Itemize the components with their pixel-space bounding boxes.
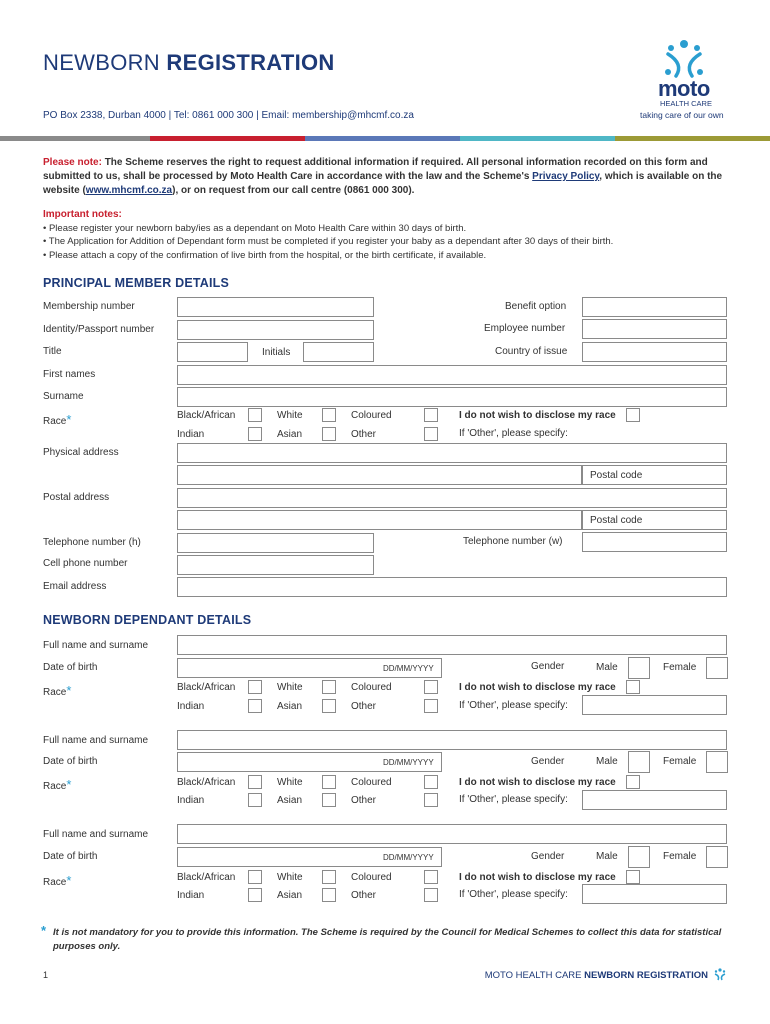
benefit-option-label: Benefit option xyxy=(505,301,567,312)
postal-code-label: Postal code xyxy=(590,515,643,526)
race-white-checkbox[interactable] xyxy=(322,680,336,694)
race-specify-label: If 'Other', please specify: xyxy=(459,428,568,439)
race-specify-label: If 'Other', please specify: xyxy=(459,700,568,711)
race-black-checkbox[interactable] xyxy=(248,775,262,789)
gender-label: Gender xyxy=(531,661,565,672)
race-other-label: Other xyxy=(351,701,377,712)
race-white-checkbox[interactable] xyxy=(322,408,336,422)
contact-info: PO Box 2338, Durban 4000 | Tel: 0861 000 300 | Email: membership@mhcmf.co.za xyxy=(43,110,414,121)
tel-work-field[interactable] xyxy=(582,532,727,552)
asterisk-icon: * xyxy=(66,777,72,792)
postal-code-label: Postal code xyxy=(590,470,643,481)
physical-address-line-2[interactable] xyxy=(177,465,582,485)
race-asian-checkbox[interactable] xyxy=(322,888,336,902)
asterisk-icon: * xyxy=(66,873,72,888)
postal-address-line-2[interactable] xyxy=(177,510,582,530)
full-name-field[interactable] xyxy=(177,824,727,844)
race-specify-label: If 'Other', please specify: xyxy=(459,794,568,805)
race-label: Race* xyxy=(43,412,72,427)
stripe-olive xyxy=(615,136,770,141)
race-coloured-label: Coloured xyxy=(351,872,392,883)
employee-number-field[interactable] xyxy=(582,319,727,339)
title-field[interactable] xyxy=(177,342,248,362)
notice-prefix: Please note: xyxy=(43,157,102,168)
employee-number-label: Employee number xyxy=(484,323,566,334)
important-item: • Please register your newborn baby/ies as a dependant on Moto Health Care within 30 days of birth. xyxy=(43,222,467,234)
newborn-heading: NEWBORN DEPENDANT DETAILS xyxy=(43,613,252,627)
page-title xyxy=(43,50,335,76)
race-indian-checkbox[interactable] xyxy=(248,793,262,807)
tel-home-field[interactable] xyxy=(177,533,374,553)
website-link[interactable]: www.mhcmf.co.za xyxy=(85,185,173,196)
country-of-issue-label: Country of issue xyxy=(495,346,568,357)
footnote xyxy=(41,923,743,954)
cell-field[interactable] xyxy=(177,555,374,575)
female-checkbox[interactable] xyxy=(706,657,728,679)
race-other-checkbox[interactable] xyxy=(424,699,438,713)
footer-brand xyxy=(485,970,708,981)
race-nodisclose-label: I do not wish to disclose my race xyxy=(459,682,616,693)
male-label: Male xyxy=(596,756,618,767)
important-notes xyxy=(43,208,743,262)
dob-label: Date of birth xyxy=(43,756,98,767)
race-black-label: Black/African xyxy=(177,872,236,883)
race-asian-label: Asian xyxy=(277,795,303,806)
dob-field[interactable] xyxy=(177,752,442,772)
logo-word: moto xyxy=(658,76,710,101)
race-specify-label: If 'Other', please specify: xyxy=(459,889,568,900)
female-checkbox[interactable] xyxy=(706,751,728,773)
notice-text-3: ), or on request from our call centre (0861 000 300). xyxy=(172,185,415,196)
email-field[interactable] xyxy=(177,577,727,597)
full-name-label: Full name and surname xyxy=(43,640,149,651)
female-label: Female xyxy=(663,756,697,767)
race-asian-label: Asian xyxy=(277,429,303,440)
race-other-label: Other xyxy=(351,795,377,806)
stripe-red xyxy=(150,136,305,141)
dob-format-hint: DD/MM/YYYY xyxy=(383,853,434,862)
asterisk-icon: * xyxy=(66,412,72,427)
membership-number-field[interactable] xyxy=(177,297,374,317)
title-label: Title xyxy=(43,346,62,357)
stripe-blue xyxy=(305,136,460,141)
race-black-label: Black/African xyxy=(177,410,236,421)
dob-field[interactable] xyxy=(177,847,442,867)
asterisk-icon: * xyxy=(66,683,72,698)
physical-postal-code-field[interactable] xyxy=(582,465,727,485)
race-other-checkbox[interactable] xyxy=(424,888,438,902)
race-indian-label: Indian xyxy=(177,701,205,712)
race-nodisclose-label: I do not wish to disclose my race xyxy=(459,872,616,883)
id-number-field[interactable] xyxy=(177,320,374,340)
dob-format-hint: DD/MM/YYYY xyxy=(383,664,434,673)
race-white-checkbox[interactable] xyxy=(322,775,336,789)
male-checkbox[interactable] xyxy=(628,846,650,868)
footer-brand-light: MOTO HEALTH CARE xyxy=(484,970,582,981)
membership-number-label: Membership number xyxy=(43,301,135,312)
race-coloured-checkbox[interactable] xyxy=(424,870,438,884)
race-label: Race* xyxy=(43,683,72,698)
gender-label: Gender xyxy=(531,756,565,767)
race-white-label: White xyxy=(277,872,303,883)
postal-address-label: Postal address xyxy=(43,492,110,503)
physical-address-line-1[interactable] xyxy=(177,443,727,463)
race-nodisclose-label: I do not wish to disclose my race xyxy=(459,410,616,421)
postal-address-line-1[interactable] xyxy=(177,488,727,508)
race-asian-checkbox[interactable] xyxy=(322,793,336,807)
dob-format-hint: DD/MM/YYYY xyxy=(383,758,434,767)
important-heading: Important notes: xyxy=(43,209,122,220)
race-white-checkbox[interactable] xyxy=(322,870,336,884)
race-nodisclose-checkbox[interactable] xyxy=(626,775,640,789)
surname-label: Surname xyxy=(43,391,84,402)
race-nodisclose-label: I do not wish to disclose my race xyxy=(459,777,616,788)
race-label: Race* xyxy=(43,777,72,792)
race-asian-label: Asian xyxy=(277,890,303,901)
important-item: • Please attach a copy of the confirmation of live birth from the hospital, or the birth certificate, if available. xyxy=(43,249,487,261)
dob-field[interactable] xyxy=(177,658,442,678)
race-label: Race* xyxy=(43,873,72,888)
privacy-policy-link[interactable]: Privacy Policy xyxy=(532,171,600,182)
race-white-label: White xyxy=(277,777,303,788)
race-black-checkbox[interactable] xyxy=(248,408,262,422)
race-indian-checkbox[interactable] xyxy=(248,427,262,441)
race-nodisclose-checkbox[interactable] xyxy=(626,680,640,694)
race-black-label: Black/African xyxy=(177,682,236,693)
privacy-notice xyxy=(43,156,733,198)
race-specify-field[interactable] xyxy=(582,695,727,715)
male-checkbox[interactable] xyxy=(628,751,650,773)
important-item: • The Application for Addition of Dependant form must be completed if you register your baby as a dependant after 30 days of their birth. xyxy=(43,236,614,247)
race-specify-field[interactable] xyxy=(582,884,727,904)
full-name-label: Full name and surname xyxy=(43,735,149,746)
first-names-label: First names xyxy=(43,369,96,380)
footnote-text: It is not mandatory for you to provide this information. The Scheme is required by the Council for Medical Schemes to collect this data for statistical purposes only. xyxy=(53,927,722,952)
race-black-checkbox[interactable] xyxy=(248,680,262,694)
notice-text-2: , which is available on the website ( xyxy=(43,171,723,196)
race-indian-checkbox[interactable] xyxy=(248,699,262,713)
race-indian-label: Indian xyxy=(177,890,205,901)
tagline: taking care of our own xyxy=(640,110,724,120)
race-coloured-label: Coloured xyxy=(351,682,392,693)
stripe-teal xyxy=(460,136,615,141)
race-asian-checkbox[interactable] xyxy=(322,427,336,441)
race-specify-field[interactable] xyxy=(582,790,727,810)
race-coloured-label: Coloured xyxy=(351,777,392,788)
dob-label: Date of birth xyxy=(43,851,98,862)
tel-home-label: Telephone number (h) xyxy=(43,537,141,548)
race-other-checkbox[interactable] xyxy=(424,793,438,807)
race-nodisclose-checkbox[interactable] xyxy=(626,870,640,884)
race-black-label: Black/African xyxy=(177,777,236,788)
email-label: Email address xyxy=(43,581,107,592)
logo-sub: HEALTH CARE xyxy=(660,99,712,108)
gender-label: Gender xyxy=(531,851,565,862)
race-other-label: Other xyxy=(351,429,377,440)
race-other-checkbox[interactable] xyxy=(424,427,438,441)
female-label: Female xyxy=(663,662,697,673)
full-name-field[interactable] xyxy=(177,730,727,750)
initials-label: Initials xyxy=(262,347,291,358)
physical-address-label: Physical address xyxy=(43,447,119,458)
first-names-field[interactable] xyxy=(177,365,727,385)
race-indian-label: Indian xyxy=(177,429,205,440)
principal-heading: PRINCIPAL MEMBER DETAILS xyxy=(43,276,230,290)
male-label: Male xyxy=(596,851,618,862)
asterisk-icon: * xyxy=(41,923,47,938)
footer-logo-icon xyxy=(712,968,728,982)
race-coloured-checkbox[interactable] xyxy=(424,680,438,694)
title-light: NEWBORN xyxy=(43,50,160,75)
notice-text-1: The Scheme reserves the right to request additional information if required. All personal information recorded on this form and submitted to us, shall be processed by Moto Health Care in accordance with the law and the Scheme's xyxy=(43,157,708,182)
female-label: Female xyxy=(663,851,697,862)
race-coloured-checkbox[interactable] xyxy=(424,775,438,789)
postal-postal-code-field[interactable] xyxy=(582,510,727,530)
footer-brand-bold: NEWBORN REGISTRATION xyxy=(584,970,708,981)
benefit-option-field[interactable] xyxy=(582,297,727,317)
country-of-issue-field[interactable] xyxy=(582,342,727,362)
initials-field[interactable] xyxy=(303,342,374,362)
surname-field[interactable] xyxy=(177,387,727,407)
race-indian-label: Indian xyxy=(177,795,205,806)
cell-label: Cell phone number xyxy=(43,558,128,569)
male-label: Male xyxy=(596,662,618,673)
dob-label: Date of birth xyxy=(43,662,98,673)
race-white-label: White xyxy=(277,410,303,421)
race-asian-label: Asian xyxy=(277,701,303,712)
race-indian-checkbox[interactable] xyxy=(248,888,262,902)
page-number: 1 xyxy=(43,970,49,980)
race-nodisclose-checkbox[interactable] xyxy=(626,408,640,422)
id-number-label: Identity/Passport number xyxy=(43,324,155,335)
stripe-grey xyxy=(0,136,150,141)
race-other-label: Other xyxy=(351,890,377,901)
tel-work-label: Telephone number (w) xyxy=(463,536,563,547)
race-asian-checkbox[interactable] xyxy=(322,699,336,713)
full-name-label: Full name and surname xyxy=(43,829,149,840)
title-bold: REGISTRATION xyxy=(166,50,335,75)
male-checkbox[interactable] xyxy=(628,657,650,679)
female-checkbox[interactable] xyxy=(706,846,728,868)
race-coloured-checkbox[interactable] xyxy=(424,408,438,422)
race-black-checkbox[interactable] xyxy=(248,870,262,884)
race-white-label: White xyxy=(277,682,303,693)
race-coloured-label: Coloured xyxy=(351,410,392,421)
full-name-field[interactable] xyxy=(177,635,727,655)
